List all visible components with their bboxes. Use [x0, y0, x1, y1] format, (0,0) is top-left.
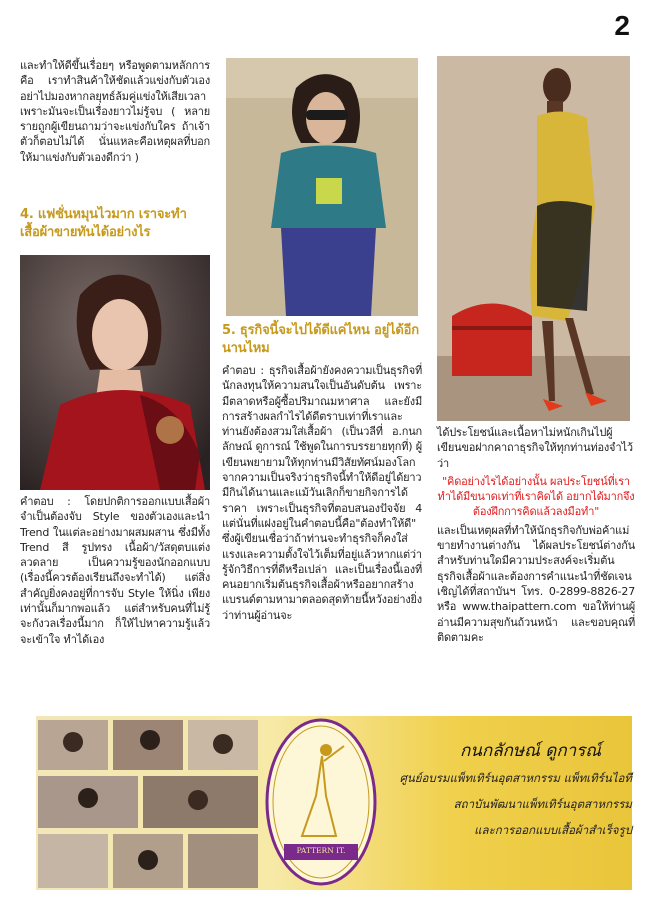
footer-line-3: และการออกแบบเสื้อผ้าสำเร็จรูป — [474, 823, 632, 837]
photo-model-sunglasses — [226, 58, 418, 316]
logo-text: PATTERN IT. — [296, 846, 346, 855]
pattern-it-logo — [262, 716, 380, 888]
author-name: กนกลักษณ์ ดูการณ์ — [460, 741, 602, 761]
section-5-heading: 5. ธุรกิจนี้จะไปได้ดีแค่ไหน อยู่ได้อีกนานไหม — [222, 323, 419, 356]
column-3-text — [437, 425, 635, 645]
answer-5-paragraph: คำตอบ : ธุรกิจเสื้อผ้ายังคงความเป็นธุรกิจที่นักลงทุนให้ความสนใจเป็นอันดับต้น เพราะมีตลาดหรือผู้ซื้อปริมาณมหาศาล และยังมีการสร้างผลกำไรได้ดีตราบเท่าที่เราและท่านยังต้องสวมใส่เสื้อผ้า (เป็นวลีที่ อ.กนกลักษณ์ ดูการณ์ ใช้พูดในการบรรยายทุกที่) ผู้เขียนพยายามให้ทุกท่านมีวิสัยทัศน์มองโลกจากความเป็นจริงว่าธุรกิจนี้ทำให้ดีอยู่ได้ยาว มีกินได้นานและแม้วันเลิกก็ขายกิจการได้ราคา เพราะเป็นธุรกิจที่ตอบสนองปัจจัย 4 แต่นั่นที่แฝงอยู่ในคำตอบนี้คือ"ต้องทำให้ดี" ซึ่งผู้เขียนเชื่อว่าถ้าท่านจะทำธุรกิจก็คงใส่แรงและความตั้งใจไว้เต็มที่อยู่แล้วหากแต่ว่ารู้จักวิธีการที่ดีหรือเปล่า และเป็นเรื่องนี้เองที่คนอยากเริ่มต้นธุรกิจเสื้อผ้าหรืออยากสร้างแบรนด์ตามหามาตลอดสุดท้ายนี้หวังอย่างยิ่งว่าท่านผู้อ่านจะ — [222, 364, 422, 622]
footer-line-1: ศูนย์อบรมแพ็ทเทิร์นอุตสาหกรรม แพ็ทเทิร์นไอที — [399, 771, 632, 785]
answer-4-paragraph: คำตอบ : โดยปกติการออกแบบเสื้อผ้าจำเป็นต้องจับ Style ของตัวเองและนำ Trend ในแต่ละอย่างมาผสมผสาน ซึ่งมีทั้ง Trend สี รูปทรง เนื้อผ้า/วัสดุตบแต่ง ลวดลาย เป็นความรู้ของนักออกแบบ (เรื่องนี้ควรต้องเรียนถึงจะทำได้) แต่สิ่งสำคัญยิ่งคงอยู่ที่การจับ Style ให้นิ่ง เพียงเท่านั้นก็มากพอแล้ว แต่สำหรับคนที่ไม่รู้จะกังวลเรื่องนี้มาก ก็ให้ไปหาความรู้แล้วจะเข้าใจ ทำได้เอง — [20, 495, 210, 646]
motto-quote: "คิดอย่างไรได้อย่างนั้น ผลประโยชน์ที่เราทำได้มีขนาดเท่าที่เราคิดได้ อยากได้มากจึงต้องฝึกการคิดแล้วลงมือทำ" — [437, 474, 635, 519]
photo-model-red-dress — [20, 255, 210, 490]
column-2-answer — [222, 363, 422, 623]
advice-paragraph: ได้ประโยชน์และเนื้อหาไม่หนักเกินไปผู้เขียนขอฝากคาถาธุรกิจให้ทุกท่านท่องจำไว้ว่า — [437, 426, 633, 470]
column-1-intro — [20, 58, 210, 165]
page-number: 2 — [614, 10, 630, 41]
footer-collage — [38, 720, 258, 888]
photo-model-lace-dress-chest — [437, 56, 630, 421]
section-4-heading: 4. แฟชั่นหมุนไวมาก เราจะทำเสื้อผ้าขายทันได้อย่างไร — [20, 207, 187, 240]
closing-paragraph: และเป็นเหตุผลที่ทำให้นักธุรกิจกับพ่อค้าแม่ขายทำงานต่างกัน ได้ผลประโยชน์ต่างกัน สำหรับท่านใดมีความประสงค์จะเริ่มต้นธุรกิจเสื้อผ้าและต้องการคำแนะนำที่ชัดเจน เชิญได้ที่สถาบันฯ โทร. 0-2899-8826-27 หรือ www.thaipattern.com ขอให้ท่านผู้อ่านมีความสุขกันถ้วนหน้า และขอบคุณที่ติดตามคะ — [437, 523, 635, 644]
column-1-answer — [20, 494, 210, 647]
intro-paragraph: และทำให้ดีขึ้นเรื่อยๆ หรือพูดตามหลักการคือ เราทำสินค้าให้ชัดแล้วแข่งกับตัวเอง อย่าไปมองหากลยุทธ์ล้มคู่แข่งให้เสียเวลา เพราะมันจะเป็นเรื่องยาวไม่รู้จบ ( หลายรายถูกผู้เขียนถามว่าจะแข่งกับใคร ถ้าเจ้าตัวก็ตอบไม่ได้ นั่นแหละคือเหตุผลที่บอกให้มาแข่งกับตัวเองดีกว่า ) — [20, 59, 210, 164]
footer-line-2: สถาบันพัฒนาแพ็ทเทิร์นอุตสาหกรรม — [453, 797, 632, 811]
